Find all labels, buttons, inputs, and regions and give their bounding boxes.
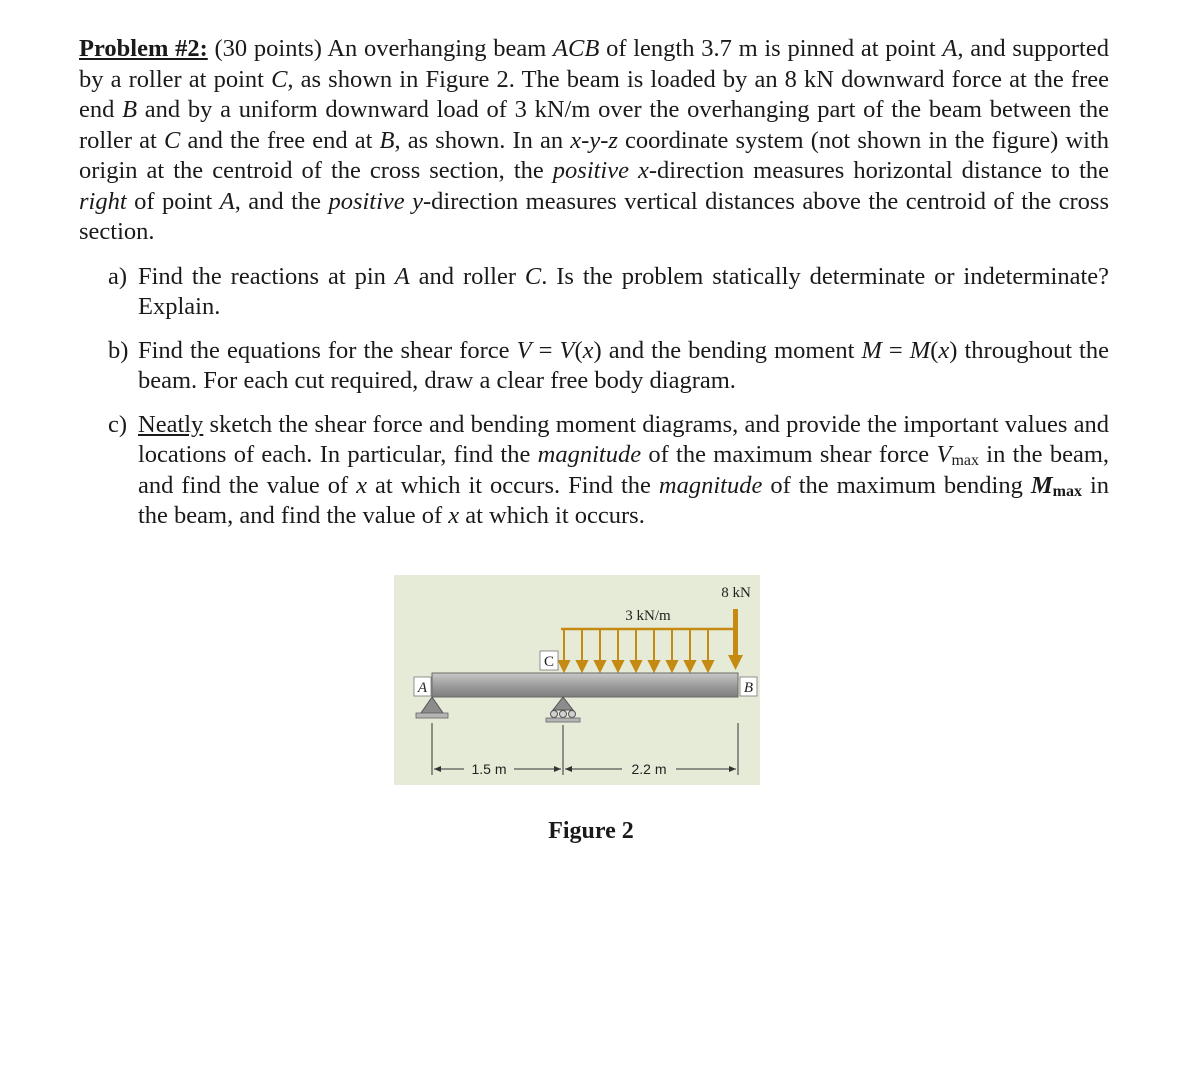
label-c: C [543, 654, 555, 670]
problem-text [79, 34, 1109, 545]
part-b-label: b) [108, 336, 129, 364]
part-a-label: a) [108, 262, 128, 290]
distributed-load-arrows [559, 629, 713, 671]
part-a-text: Find the reactions at pin A and roller C. Is the problem statically determinate or indeterminate? Explain. [138, 262, 1109, 320]
point-load-label: 8 kN [721, 585, 751, 601]
figure-caption: Figure 2 [548, 818, 634, 844]
part-c-text: Neatly sketch the shear force and bending moment diagrams, and provide the important values and locations of each. In particular, find the magnitude of the maximum shear force $V_{max}$ in the beam, and find the value of x at which it occurs. Find the magnitude of the maximum bending $M_{max}$ in the beam, and find the value of x at which it occurs. [138, 410, 1109, 529]
beam [432, 673, 738, 697]
part-b [108, 336, 1109, 397]
problem-heading: Problem #2: [79, 35, 208, 62]
dim-cb-label: 2.2 m [631, 761, 667, 777]
part-c-label: c) [108, 410, 128, 438]
label-b: B [743, 680, 754, 696]
part-a [108, 262, 1109, 323]
label-a: A [417, 680, 428, 696]
part-b-text: Find the equations for the shear force V = V(x) and the bending moment M = M(x) throughout the beam. For each cut required, draw a clear free body diagram. [138, 336, 1109, 394]
distributed-load-label: 3 kN/m [625, 608, 671, 624]
part-c [108, 410, 1109, 532]
dim-ac-label: 1.5 m [471, 761, 507, 777]
beam-figure [394, 575, 760, 785]
problem-intro: Problem #2: (30 points) An overhanging beam ACB of length 3.7 m is pinned at point A, and supported by a roller at point C, as shown in Figure 2. The beam is loaded by an 8 kN downward force at the free end B and by a uniform downward load of 3 kN/m over the overhanging part of the beam between the roller at C and the free end at B, as shown. In an x-y-z coordinate system (not shown in the figure) with origin at the centroid of the cross section, the positive x-direction measures horizontal distance to the right of point A, and the positive y-direction measures vertical distances above the centroid of the cross section. [79, 35, 1109, 245]
problem-parts [79, 262, 1109, 532]
